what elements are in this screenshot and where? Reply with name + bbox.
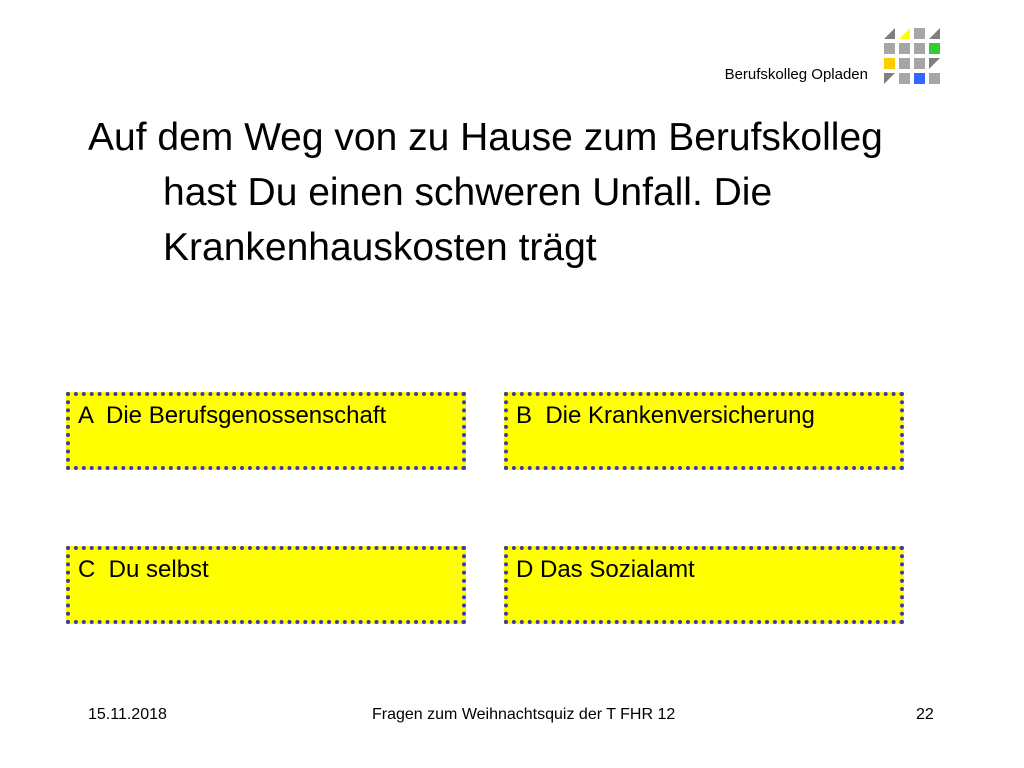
footer-title: Fragen zum Weihnachtsquiz der T FHR 12 (372, 706, 676, 723)
answer-d-box[interactable]: D Das Sozialamt (504, 546, 904, 624)
org-name: Berufskolleg Opladen (724, 66, 868, 83)
answer-a-box[interactable]: A Die Berufsgenossenschaft (66, 392, 466, 470)
footer-date: 15.11.2018 (88, 706, 167, 723)
question-text: Auf dem Weg von zu Hause zum Berufskolleg hast Du einen schweren Unfall. Die Krankenhauskosten trägt (88, 116, 883, 269)
berufskolleg-logo-icon (884, 28, 940, 84)
answer-c-box[interactable]: C Du selbst (66, 546, 466, 624)
answer-b-box[interactable]: B Die Krankenversicherung (504, 392, 904, 470)
footer-page-number: 22 (916, 706, 934, 723)
question-text-block (88, 110, 948, 275)
